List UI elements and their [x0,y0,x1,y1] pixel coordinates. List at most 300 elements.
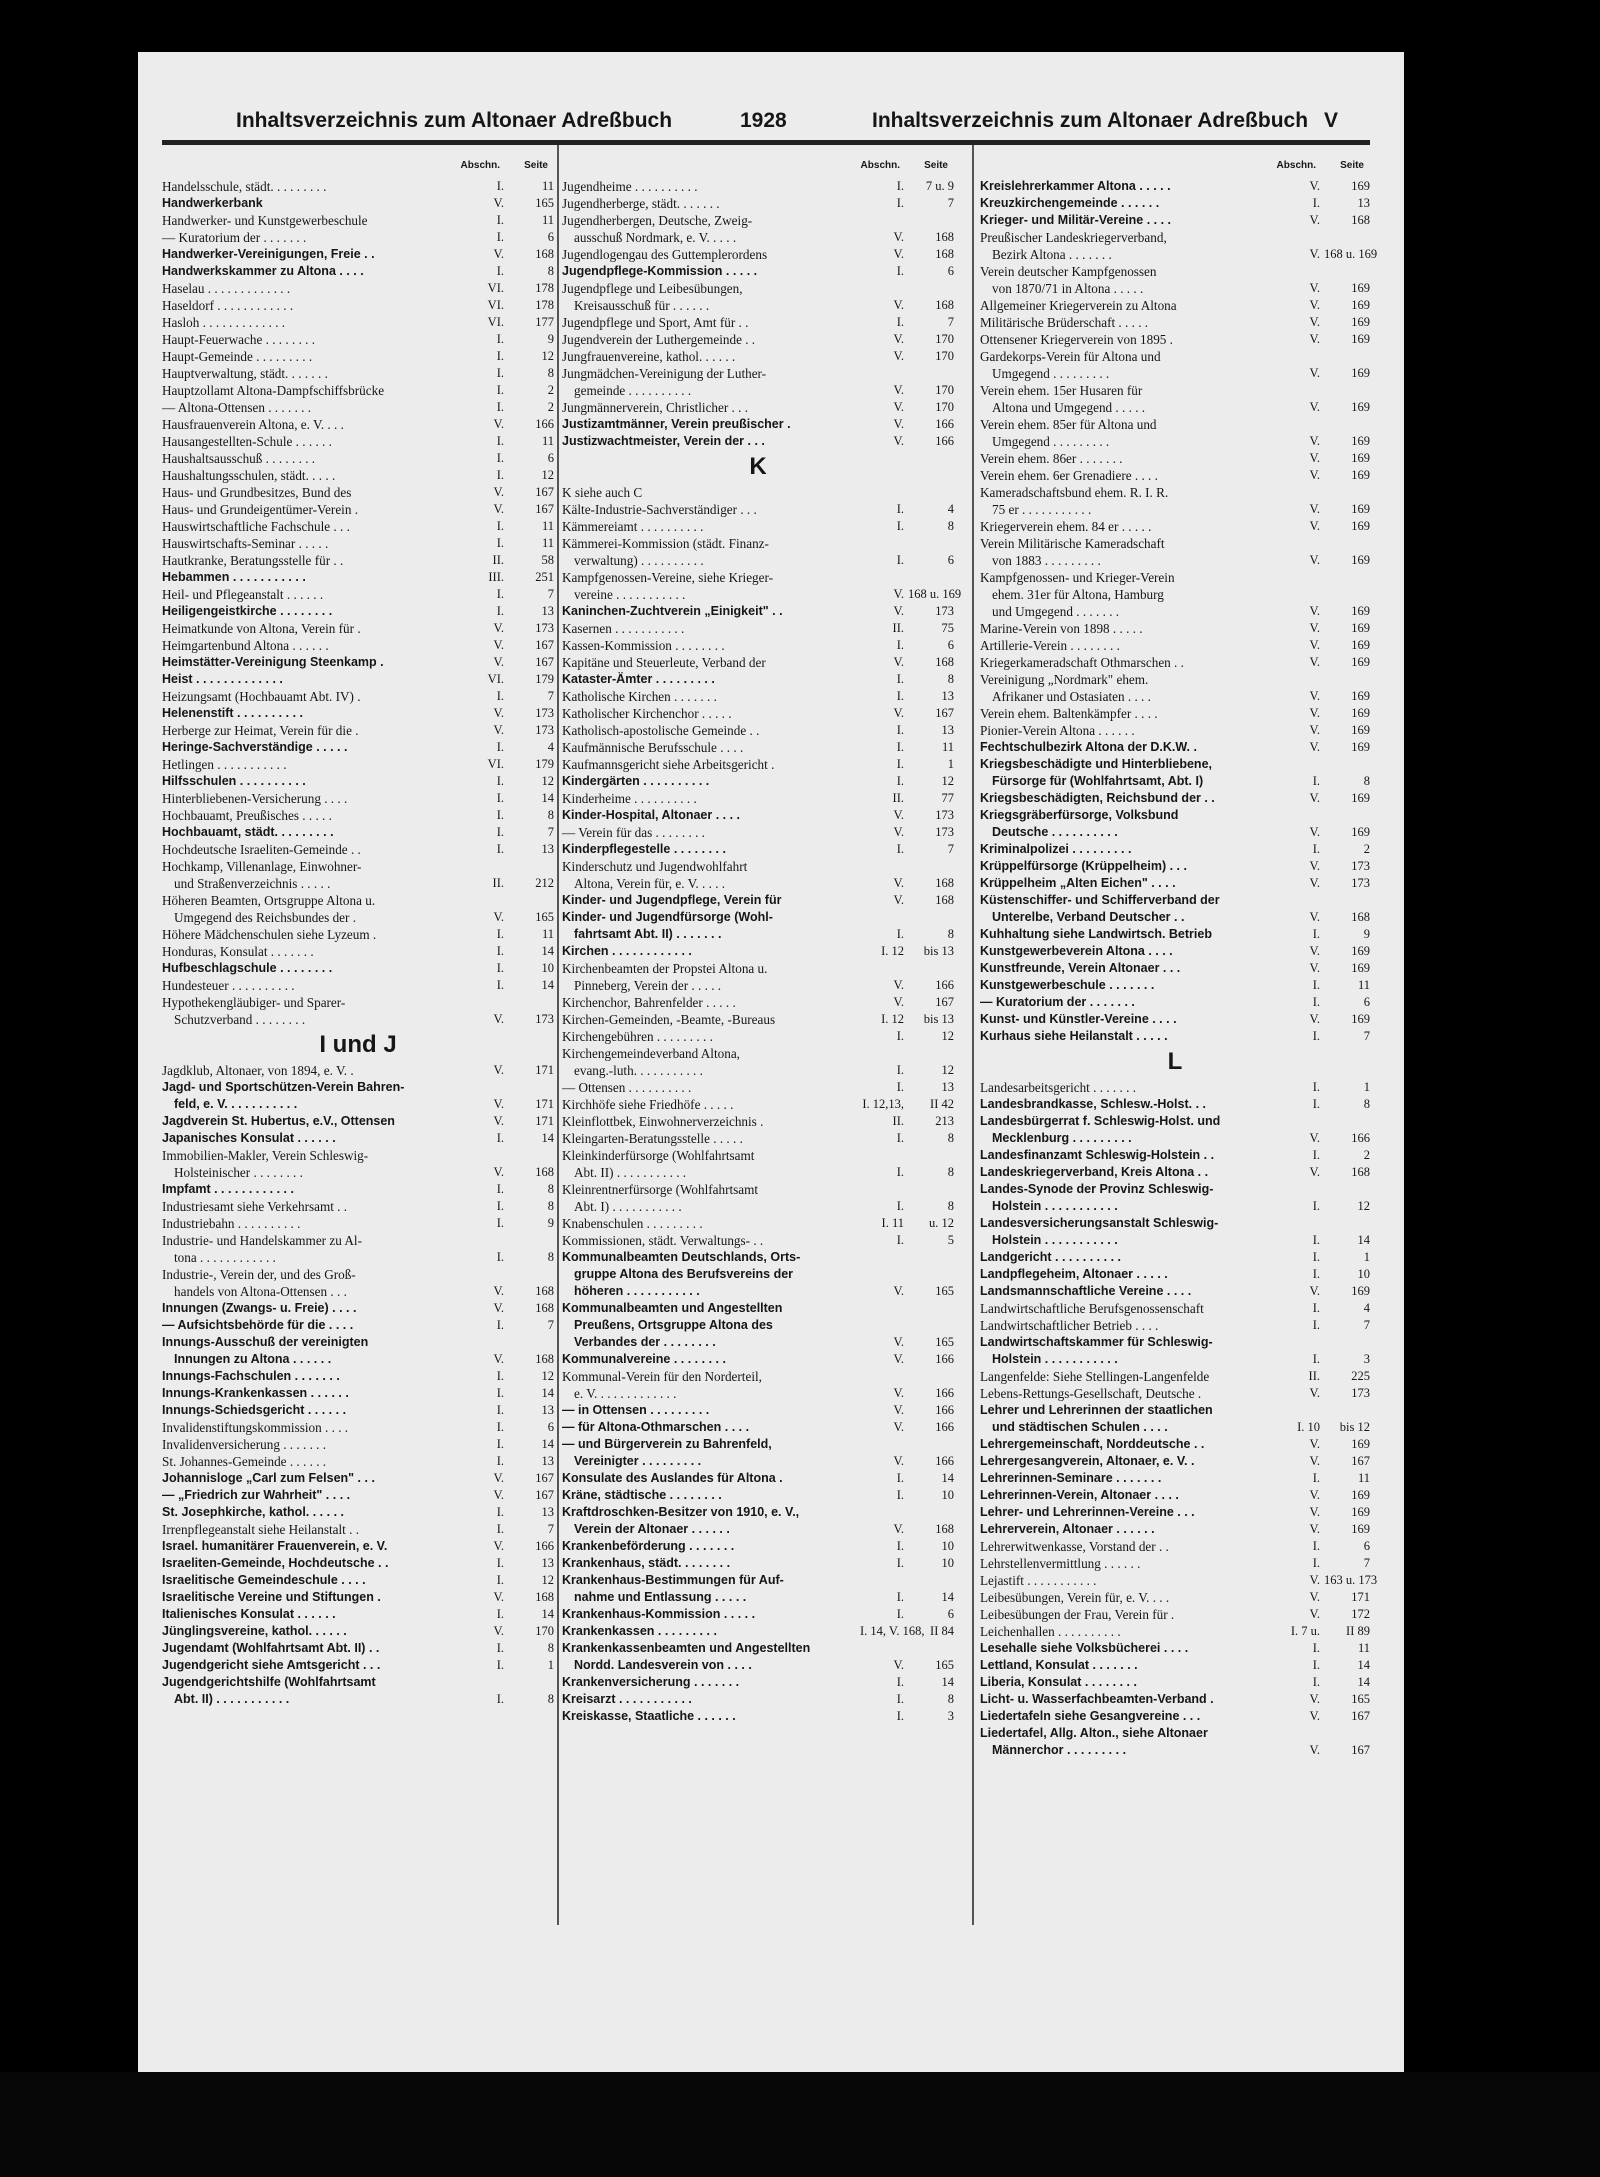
entry-page: 170 [535,1624,554,1638]
entry-page: 169 [1351,1437,1370,1451]
entry-title: Kaufmannsgericht siehe Arbeitsgericht . [562,757,775,772]
column-header-section: Abschn. [1276,160,1316,171]
entry-title: Krankenhaus-Kommission . . . . . [562,1607,756,1621]
entry-page: 173 [935,825,954,839]
index-entry [162,178,554,195]
entry-page: 1 [947,757,954,771]
entry-page: 8 [547,366,554,380]
entry-title: Kinder- und Jugendfürsorge (Wohl- fahrtsamt Abt. II) . . . . . . . [562,910,773,941]
entry-section: V. [493,1165,504,1179]
index-entry [562,1215,954,1232]
entry-title: Jungmädchen-Vereinigung der Luther- gemeinde . . . . . . . . . . [562,366,767,398]
entry-page: 14 [541,791,554,805]
entry-title: Kunstgewerbeschule . . . . . . . [980,978,1155,992]
entry-page: 168 [935,298,954,312]
entry-page: 8 [547,1692,554,1706]
index-entry [162,195,554,212]
index-entry [562,178,954,195]
entry-page: 168 [935,893,954,907]
entry-title: St. Josephkirche, kathol. . . . . . [162,1505,344,1519]
entry-section: I. [496,400,504,414]
entry-page: 171 [1351,1590,1370,1604]
index-entry [980,892,1370,926]
entry-page: 13 [941,723,954,737]
entry-title: Verein ehem. 85er für Altona und Umgegend . . . . . . . . . [980,417,1157,449]
entry-title: Invalidenversicherung . . . . . . . [162,1437,327,1452]
index-entry [162,722,554,739]
entry-title: Landsmannschaftliche Vereine . . . . [980,1284,1192,1298]
entry-page: 8 [1363,774,1370,788]
index-entry [980,841,1370,858]
index-entry [162,586,554,603]
entry-section: I. [896,179,904,193]
index-entry [162,1470,554,1487]
entry-title: Jugendgerichtshilfe (Wohlfahrtsamt Abt. II) . . . . . . . . . . . [162,1675,376,1706]
entry-page: 7 [547,1522,554,1536]
index-entry [980,1606,1370,1623]
entry-section: V. [893,655,904,669]
entry-title: Israel. humanitärer Frauenverein, e. V. [162,1539,388,1553]
entry-section: I. [896,927,904,941]
entry-page: 169 [1351,179,1370,193]
entry-section: V. [1309,944,1320,958]
entry-section: I. 12 [881,1012,904,1026]
entry-title: Jugendgericht siehe Amtsgericht . . . [162,1658,381,1672]
entry-page: 169 [1351,689,1370,703]
index-entry [562,1249,954,1300]
entry-section: V. [893,808,904,822]
entry-page: 168 [1351,910,1370,924]
entry-title: Jugendherbergen, Deutsche, Zweig- ausschuß Nordmark, e. V. . . . . [562,213,753,245]
entry-page: 14 [941,1471,954,1485]
entry-section: I. [496,978,504,992]
index-entry [162,1538,554,1555]
entry-title: Artillerie-Verein . . . . . . . . [980,638,1120,653]
index-entry [562,1368,954,1402]
entry-page: 11 [1357,1471,1370,1485]
entry-title: Katholischer Kirchenchor . . . . . [562,706,732,721]
entry-title: — Altona-Ottensen . . . . . . . [162,400,312,415]
index-entry [562,212,954,246]
entry-section: I. [496,927,504,941]
entry-title: Lehrstellenvermittlung . . . . . . [980,1556,1141,1571]
column-header [980,158,1370,178]
index-entry [562,1079,954,1096]
entry-section: I. [496,961,504,975]
entry-title: Immobilien-Makler, Verein Schleswig- Holsteinischer . . . . . . . . [162,1148,369,1180]
entry-title: Haselau . . . . . . . . . . . . . [162,281,291,296]
entry-section: V. [893,349,904,363]
entry-title: Handwerkskammer zu Altona . . . . [162,264,364,278]
entry-title: Leibesübungen, Verein für, e. V. . . . [980,1590,1170,1605]
index-entry [980,1096,1370,1113]
entry-page: 169 [1351,825,1370,839]
index-entry [162,212,554,229]
column-divider [972,145,974,1925]
index-entry [162,977,554,994]
index-entry [162,1402,554,1419]
index-entry [980,875,1370,892]
entry-page: 7 u. 9 [925,179,954,193]
index-entry [162,1453,554,1470]
entry-title: Krankenkassenbeamten und Angestellten Nordd. Landesverein von . . . . [562,1641,811,1672]
entry-title: Kämmereiamt . . . . . . . . . . [562,519,704,534]
entry-page: 7 [547,689,554,703]
entry-page: 75 [941,621,954,635]
entry-title: Heimstätter-Vereinigung Steenkamp . [162,655,384,669]
index-entry [162,1436,554,1453]
entry-section: I. [496,1420,504,1434]
entry-section: V. [1309,519,1320,533]
entry-section: I. [496,1199,504,1213]
entry-title: Lehrerinnen-Seminare . . . . . . . [980,1471,1162,1485]
entry-title: Konsulate des Auslandes für Altona . [562,1471,783,1485]
entry-page: 13 [1357,196,1370,210]
entry-section: V. [1309,723,1320,737]
index-entry [162,569,554,586]
entry-section: V. [493,485,504,499]
entry-page: 11 [541,213,554,227]
entry-page: 13 [541,1505,554,1519]
entry-page: 10 [941,1539,954,1553]
entry-page: 168 [935,655,954,669]
entry-section: I. 12 [881,944,904,958]
entry-page: 170 [935,400,954,414]
entry-page: 166 [1351,1131,1370,1145]
entry-page: 11 [541,179,554,193]
entry-page: 11 [541,536,554,550]
entry-page: 2 [1363,842,1370,856]
entry-page: 166 [935,1352,954,1366]
entry-page: 173 [535,706,554,720]
entry-title: Kunstfreunde, Verein Altonaer . . . [980,961,1181,975]
entry-title: Justizamtmänner, Verein preußischer . [562,417,791,431]
entry-title: Heiligengeistkirche . . . . . . . . [162,604,333,618]
entry-title: Lejastift . . . . . . . . . . . [980,1573,1097,1588]
entry-title: Krankenkassen . . . . . . . . . [562,1624,717,1638]
entry-section: I. [896,1233,904,1247]
entry-page: 8 [947,672,954,686]
entry-title: Krankenhaus-Bestimmungen für Auf- nahme und Entlassung . . . . . [562,1573,784,1604]
index-entry [980,1334,1370,1368]
entry-section: I. [496,791,504,805]
entry-section: I. [1312,1658,1320,1672]
index-entry [980,1640,1370,1657]
entry-section: V. [1309,502,1320,516]
entry-title: Kuhhaltung siehe Landwirtsch. Betrieb [980,927,1212,941]
entry-title: Kaninchen-Zuchtverein „Einigkeit" . . [562,604,783,618]
entry-section: I. [896,689,904,703]
entry-page: 8 [947,1692,954,1706]
entry-title: Innungs-Fachschulen . . . . . . . [162,1369,340,1383]
index-entry [980,671,1370,705]
entry-page: 169 [1351,519,1370,533]
entry-section: V. [893,298,904,312]
entry-title: Lesehalle siehe Volksbücherei . . . . [980,1641,1189,1655]
entry-section: V. [1309,1284,1320,1298]
entry-title: Kinder-Hospital, Altonaer . . . . [562,808,741,822]
entry-title: Industriesamt siehe Verkehrsamt . . [162,1199,348,1214]
entry-title: — „Friedrich zur Wahrheit" . . . . [162,1488,351,1502]
index-entry [562,943,954,960]
index-entry [562,195,954,212]
entry-title: Kleingarten-Beratungsstelle . . . . . [562,1131,743,1146]
entry-title: Lehrerverein, Altonaer . . . . . . [980,1522,1155,1536]
entry-section: I. [496,774,504,788]
entry-page: 13 [941,689,954,703]
entry-section: I. [896,264,904,278]
entry-page: 9 [547,332,554,346]
entry-title: Kinder- und Jugendpflege, Verein für [562,893,782,907]
entry-page: 1 [1363,1250,1370,1264]
entry-page: 169 [1351,553,1370,567]
index-entry [162,1232,554,1266]
entry-section: V. [493,1284,504,1298]
entry-title: Kriegerkameradschaft Othmarschen . . [980,655,1184,670]
entry-page: 168 [535,1352,554,1366]
index-entry [162,1147,554,1181]
entry-page: 12 [941,774,954,788]
entry-title: Hauptverwaltung, städt. . . . . . . [162,366,328,381]
entry-title: Kunstgewerbeverein Altona . . . . [980,944,1173,958]
entry-page: 2 [1363,1148,1370,1162]
entry-title: Hasloh . . . . . . . . . . . . . [162,315,286,330]
index-entry [980,926,1370,943]
index-entry [562,909,954,943]
entry-page: 177 [535,315,554,329]
entry-title: Haus- und Grundeigentümer-Verein . [162,502,359,517]
index-entry [980,484,1370,518]
entry-section: V. [1309,638,1320,652]
entry-title: Kreiskasse, Staatliche . . . . . . [562,1709,736,1723]
entry-section: I. [1312,1267,1320,1281]
entry-title: Invalidenstiftungskommission . . . . [162,1420,349,1435]
entry-section: V. [893,1284,904,1298]
entry-page: 225 [1351,1369,1370,1383]
entry-title: Innungs-Schiedsgericht . . . . . . [162,1403,347,1417]
entry-title: Pionier-Verein Altona . . . . . . [980,723,1135,738]
index-entry [562,280,954,314]
entry-page: 170 [935,349,954,363]
entry-page: 6 [947,1607,954,1621]
index-entry [162,1198,554,1215]
index-entry [162,450,554,467]
entry-section: I. [496,1454,504,1468]
entry-section: I. [496,519,504,533]
entry-section: V. [493,417,504,431]
entry-section: V. [1309,655,1320,669]
index-entry [980,977,1370,994]
index-entry [162,1130,554,1147]
entry-section: V. [1309,298,1320,312]
index-entry [562,688,954,705]
entry-section: V. [493,655,504,669]
index-entry [562,756,954,773]
index-entry [980,314,1370,331]
entry-section: V. [1309,400,1320,414]
entry-title: Kindergärten . . . . . . . . . . [562,774,710,788]
entry-section: V. [493,1590,504,1604]
index-entry [562,1113,954,1130]
index-entry [980,1657,1370,1674]
entry-section: I. [496,451,504,465]
entry-page: 168 [935,247,954,261]
index-entry [562,1181,954,1215]
entry-title: — Verein für das . . . . . . . . [562,825,705,840]
entry-title: Innungen (Zwangs- u. Freie) . . . . [162,1301,357,1315]
entry-page: 167 [535,655,554,669]
entry-title: Kirchenchor, Bahrenfelder . . . . . [562,995,736,1010]
entry-title: Hochbauamt, Preußisches . . . . . [162,808,332,823]
index-entry [562,1623,954,1640]
entry-section: V. [493,1624,504,1638]
index-entry [980,807,1370,841]
entry-title: Japanisches Konsulat . . . . . . [162,1131,336,1145]
entry-section: V. [1309,366,1320,380]
entry-title: Kaufmännische Berufsschule . . . . [562,740,744,755]
index-entry [162,620,554,637]
entry-title: Hebammen . . . . . . . . . . . [162,570,306,584]
entry-title: Kämmerei-Kommission (städt. Finanz- verwaltung) . . . . . . . . . . [562,536,769,568]
entry-title: Israelitische Gemeindeschule . . . . [162,1573,366,1587]
entry-page: 8 [947,519,954,533]
entry-section: I. [896,1131,904,1145]
entry-section: I. [1312,1250,1320,1264]
entry-section: V. [1309,1165,1320,1179]
column-header-page: Seite [1340,160,1364,171]
index-entry [980,1453,1370,1470]
entry-page: 7 [547,587,554,601]
entry-page: 169 [1351,604,1370,618]
entry-page: 170 [935,383,954,397]
entry-page: 6 [547,230,554,244]
entry-title: Kriegsgräberfürsorge, Volksbund Deutsche . . . . . . . . . . [980,808,1179,839]
index-entry [980,569,1370,620]
entry-page: 12 [541,349,554,363]
entry-page: 169 [1351,655,1370,669]
index-entry [162,1606,554,1623]
entry-section: V. [493,638,504,652]
entry-page: 168 u. 169 [1324,247,1378,261]
entry-title: — Aufsichtsbehörde für die . . . . [162,1318,354,1332]
entry-section: I. [496,1522,504,1536]
index-entry [980,705,1370,722]
entry-page: 168 [935,876,954,890]
entry-title: Licht- u. Wasserfachbeamten-Verband . [980,1692,1214,1706]
entry-section: V. [493,706,504,720]
entry-page: 4 [947,502,954,516]
entry-page: 212 [535,876,554,890]
entry-title: Haushaltsausschuß . . . . . . . . [162,451,316,466]
index-entry [980,722,1370,739]
index-entry [980,263,1370,297]
index-entry [162,433,554,450]
index-entry [562,824,954,841]
entry-page: 7 [947,196,954,210]
entry-title: Liberia, Konsulat . . . . . . . . [980,1675,1137,1689]
entry-title: Haseldorf . . . . . . . . . . . . [162,298,294,313]
entry-title: Industrie-, Verein der, und des Groß- handels von Altona-Ottensen . . . [162,1267,356,1299]
entry-page: u. 12 [929,1216,954,1230]
entry-page: 213 [935,1114,954,1128]
entry-section: V. [1309,825,1320,839]
index-entry [162,467,554,484]
entry-section: I. [1312,1148,1320,1162]
entry-section: V. [493,621,504,635]
entry-section: I. 10 [1297,1420,1320,1434]
entry-page: 169 [1351,451,1370,465]
entry-title: Heimgartenbund Altona . . . . . . [162,638,329,653]
entry-title: Honduras, Konsulat . . . . . . . [162,944,314,959]
entry-page: 7 [1363,1029,1370,1043]
entry-title: Israeliten-Gemeinde, Hochdeutsche . . [162,1556,389,1570]
index-entry [980,1708,1370,1725]
entry-section: I. [1312,1029,1320,1043]
entry-section: I. [1312,1675,1320,1689]
entry-section: I. 11 [881,1216,904,1230]
entry-page: 167 [1351,1454,1370,1468]
index-entry [162,1657,554,1674]
entry-page: 167 [535,1488,554,1502]
index-entry [980,1691,1370,1708]
index-column [980,158,1378,1922]
entry-title: Krüppelheim „Alten Eichen" . . . . [980,876,1176,890]
entry-section: I. [896,1590,904,1604]
entry-page: 168 [535,1284,554,1298]
entry-title: Höhere Mädchenschulen siehe Lyzeum . [162,927,377,942]
entry-page: 13 [941,1080,954,1094]
entry-section: V. [1309,859,1320,873]
entry-title: Kleinkinderfürsorge (Wohlfahrtsamt Abt. II) . . . . . . . . . . . [562,1148,755,1180]
entry-section: V. [893,604,904,618]
index-entry [980,331,1370,348]
entry-section: V. [493,1097,504,1111]
entry-title: Helenenstift . . . . . . . . . . [162,706,303,720]
index-entry [562,790,954,807]
entry-page: 169 [1351,1488,1370,1502]
entry-page: 13 [541,1454,554,1468]
index-entry [162,637,554,654]
entry-section: V. [1309,179,1320,193]
index-entry [980,1572,1378,1589]
index-entry [162,348,554,365]
entry-title: Kommunalbeamten und Angestellten Preußens, Ortsgruppe Altona des Verbandes der . . . . . . . . [562,1301,783,1349]
entry-page: 173 [535,1012,554,1026]
index-entry [162,552,554,569]
entry-title: Impfamt . . . . . . . . . . . . [162,1182,294,1196]
entry-title: Heizungsamt (Hochbauamt Abt. IV) . [162,689,361,704]
entry-page: 171 [535,1097,554,1111]
entry-title: Kriegsbeschädigten, Reichsbund der . . [980,791,1215,805]
entry-section: I. [496,264,504,278]
entry-section: I. [896,672,904,686]
entry-section: V. [493,1012,504,1026]
entry-title: Kriegsbeschädigte und Hinterbliebene, Fürsorge für (Wohlfahrtsamt, Abt. I) [980,757,1212,788]
entry-section: I. [896,553,904,567]
entry-page: 169 [1351,961,1370,975]
entry-page: 168 u. 169 [908,587,962,601]
index-entry [162,790,554,807]
entry-title: Kunst- und Künstler-Vereine . . . . [980,1012,1177,1026]
entry-page: 6 [547,1420,554,1434]
entry-page: 169 [1351,502,1370,516]
entry-title: Landesversicherungsanstalt Schleswig- Holstein . . . . . . . . . . . [980,1216,1219,1247]
index-entry [162,484,554,501]
entry-page: 14 [541,944,554,958]
entry-title: Handwerkerbank [162,196,263,210]
index-entry [162,518,554,535]
entry-page: 8 [547,808,554,822]
